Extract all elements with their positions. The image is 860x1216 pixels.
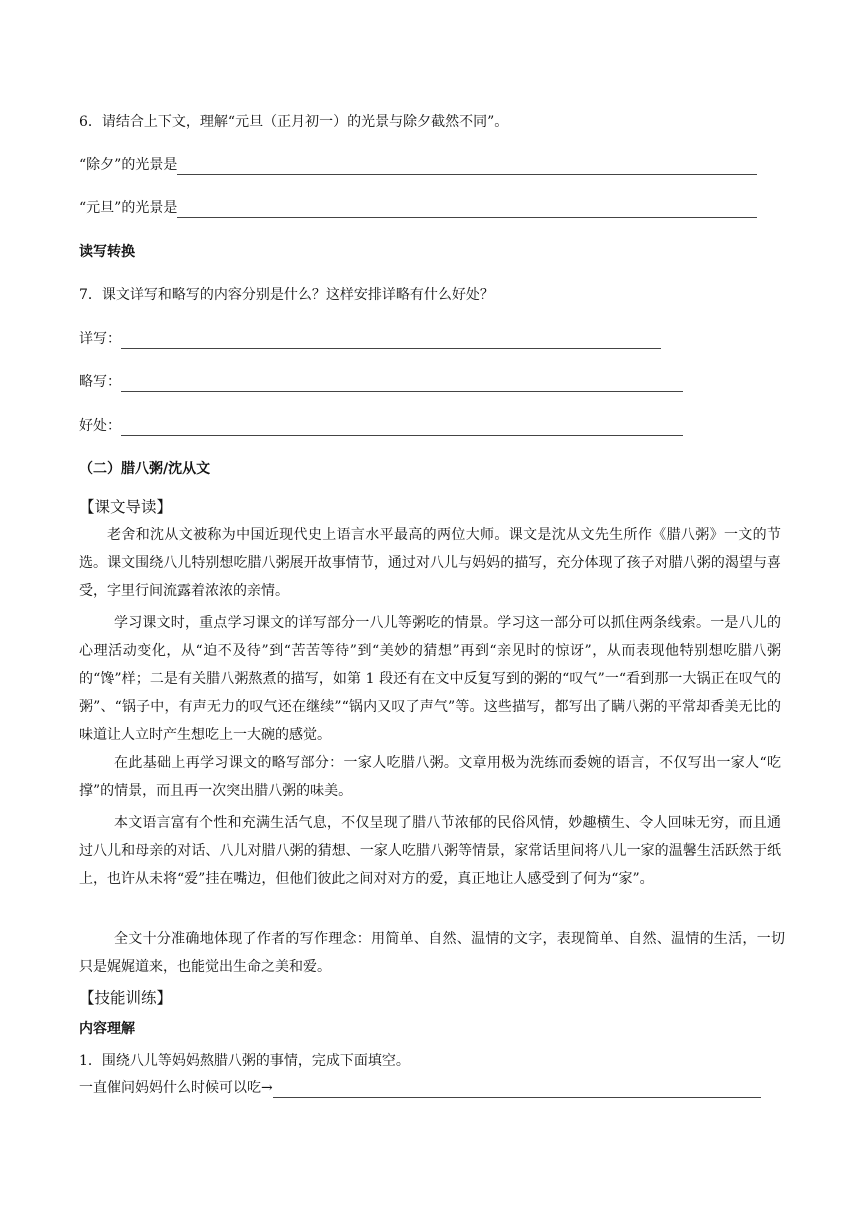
guide-paragraph-4: 本文语言富有个性和充满生活气息，不仅呈现了腊八节浓郁的民俗风情，妙趣横生、令人回味无穷，而且通过八儿和母亲的对话、八儿对腊八粥的猜想、一家人吃腊八粥等情景，家常话里间将八儿一家的温馨生活跃然于纸上，也许从未将“爱”挂在嘴边，但他们彼此之间对对方的爱，真正地让人感受到了何为“家”。 — [79, 815, 781, 887]
q7-detail-row — [79, 329, 661, 349]
q6-yuandan-label: “元旦”的光景是 — [79, 200, 178, 216]
q7-brief-answer-blank[interactable] — [121, 376, 683, 392]
q6-chuxi-answer-blank[interactable] — [177, 159, 757, 175]
question-1: 1．围绕八儿等妈妈熬腊八粥的事情，完成下面填空。 — [79, 1053, 410, 1069]
lesson-2-title: （二）腊八粥/沈从文 — [79, 461, 211, 477]
content-understanding-heading: 内容理解 — [79, 1021, 135, 1037]
q1-line1-row — [79, 1078, 761, 1098]
guide-paragraph-3: 在此基础上再学习课文的略写部分：一家人吃腊八粥。文章用极为洗练而委婉的语言，不仅写出一家人“吃撑”的情景，而且再一次突出腊八粥的味美。 — [79, 755, 781, 799]
q7-benefit-row — [79, 416, 683, 436]
guide-paragraph-5: 全文十分准确地体现了作者的写作理念：用简单、自然、温情的文字，表现简单、自然、温情的生活，一切只是娓娓道来，也能觉出生命之美和爱。 — [79, 931, 785, 975]
question-7: 7．课文详写和略写的内容分别是什么？这样安排详略有什么好处？ — [79, 287, 494, 303]
q6-yuandan-answer-blank[interactable] — [177, 202, 757, 218]
question-6: 6．请结合上下文，理解“元旦（正月初一）的光景与除夕截然不同”。 — [79, 114, 509, 130]
q1-line1-answer-blank[interactable] — [273, 1082, 761, 1098]
skills-heading: 【技能训练】 — [79, 989, 173, 1007]
guide-paragraph-2: 学习课文时，重点学习课文的详写部分一八儿等粥吃的情景。学习这一部分可以抓住两条线索。一是八儿的心理活动变化，从“迫不及待”到“苦苦等待”到“美妙的猜想”再到“亲见时的惊讶”，从而表现他特别想吃腊八粥的“馋”样；二是有关腊八粥熬煮的描写，如第 1 段还有在文中反复写到的粥的“叹气”一“看到那一大锅正在叹气的粥”、“锅子中，有声无力的叹气还在继续”“锅内又叹了声气”等。这些描写，都写出了瞒八粥的平常却香美无比的味道让人立时产生想吃上一大碗的感觉。 — [79, 615, 781, 743]
q6-chuxi-row — [79, 155, 757, 175]
guide-paragraph-1: 老舍和沈从文被称为中国近现代史上语言水平最高的两位大师。课文是沈从文先生所作《腊八粥》一文的节选。课文围绕八儿特别想吃腊八粥展开故事情节，通过对八儿与妈妈的描写，充分体现了孩子对腊八粥的渴望与喜受，字里行间流露着浓浓的亲情。 — [79, 527, 781, 599]
q7-benefit-answer-blank[interactable] — [121, 420, 683, 436]
q6-chuxi-label: “除夕”的光景是 — [79, 157, 178, 173]
section-heading-readwrite: 读写转换 — [79, 244, 135, 260]
q1-line1-label: 一直催问妈妈什么时候可以吃→ — [79, 1080, 273, 1096]
q7-brief-row — [79, 372, 683, 392]
guide-heading: 【课文导读】 — [79, 498, 173, 516]
q7-detail-answer-blank[interactable] — [121, 333, 661, 349]
q6-yuandan-row — [79, 198, 757, 218]
q7-brief-label: 略写： — [79, 374, 121, 390]
q7-benefit-label: 好处： — [79, 418, 121, 434]
q7-detail-label: 详写： — [79, 331, 121, 347]
